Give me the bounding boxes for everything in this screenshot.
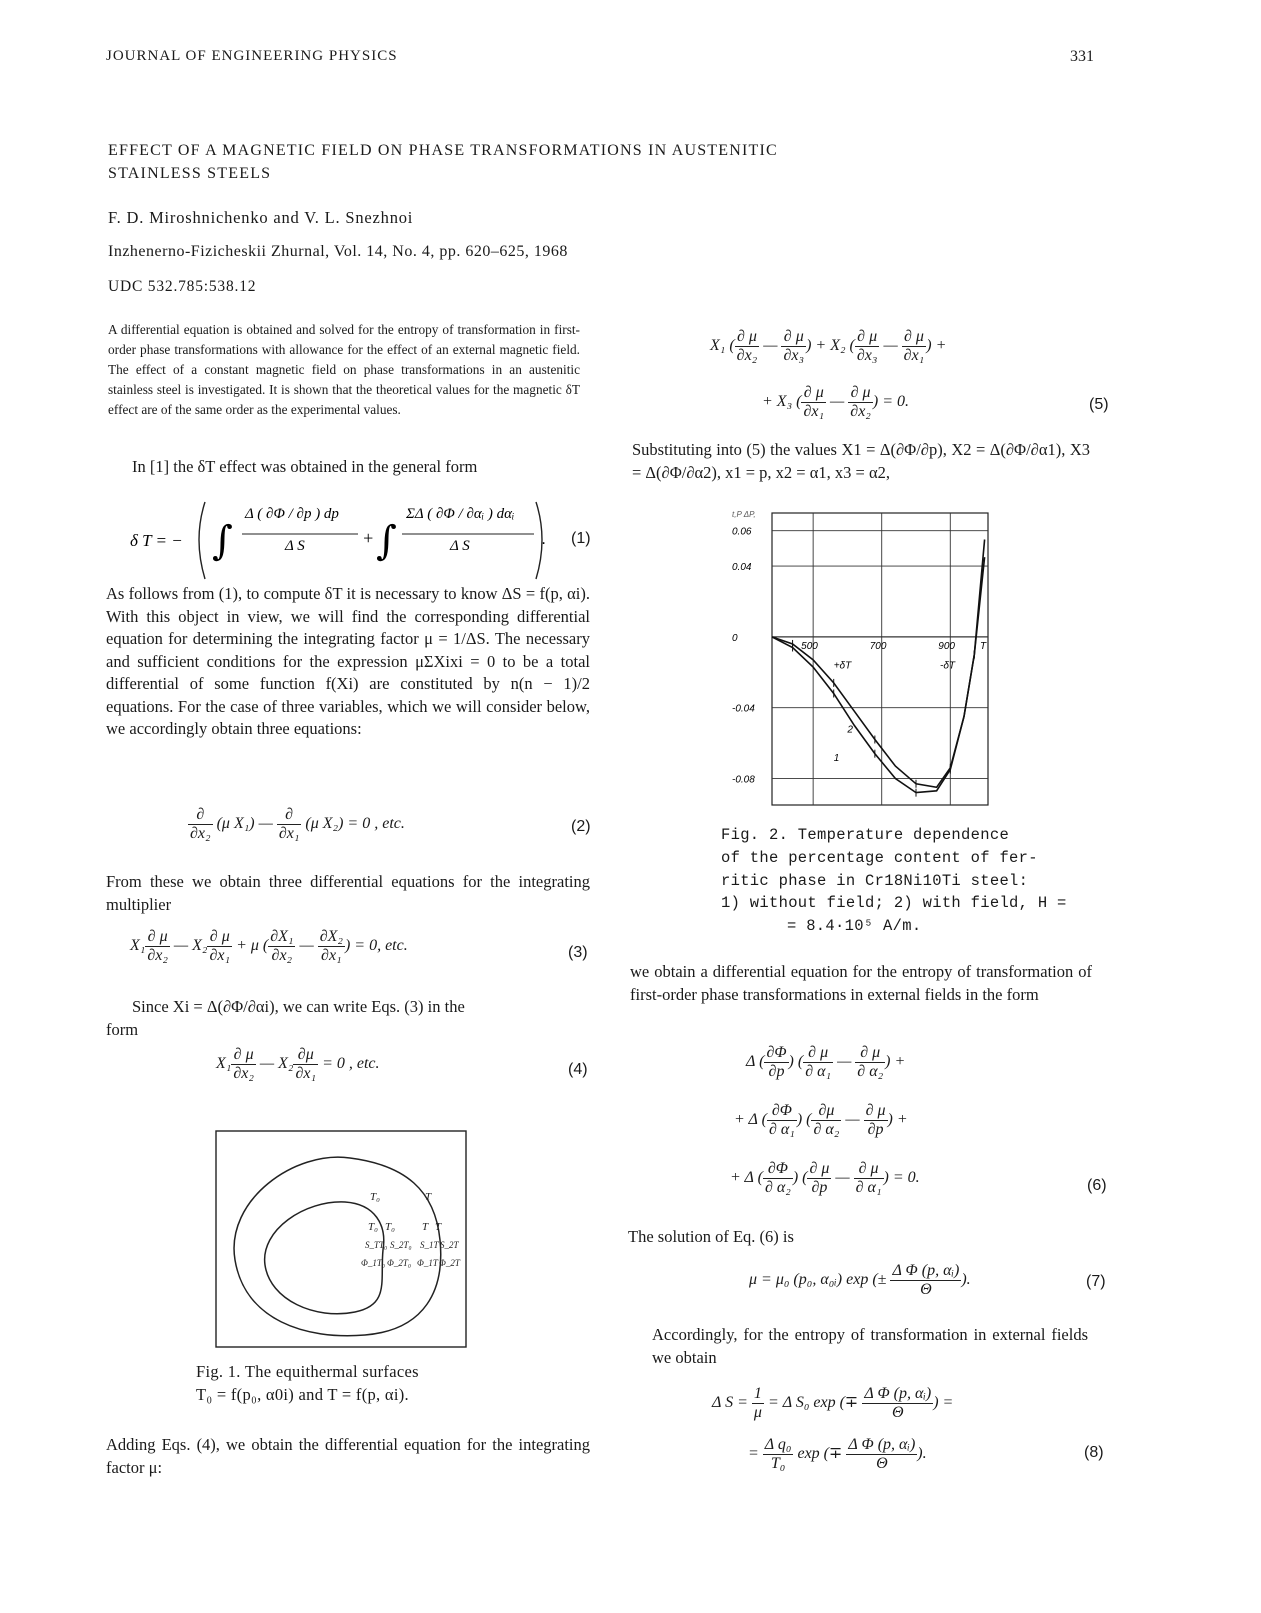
fig1-label-T0-b: T₀	[385, 1221, 395, 1233]
svg-text:Δ S: Δ S	[285, 538, 305, 554]
figure-2-caption-line-2: of the percentage content of fer-	[721, 848, 1038, 867]
figure-2	[730, 505, 992, 815]
equation-3-tail: = 0, etc.	[354, 937, 408, 955]
figure-2-chart	[730, 505, 992, 815]
fig1-label-S1: S_TT₀	[365, 1240, 388, 1250]
x-tick-label: 500	[801, 640, 818, 652]
paragraph-intro: In [1] the δT effect was obtained in the general form	[132, 457, 478, 476]
paragraph-accordingly: Accordingly, for the entropy of transformation in external fields we obtain	[652, 1325, 1088, 1367]
paragraph-substituting: Substituting into (5) the values X1 = Δ(∂Φ/∂p), X2 = Δ(∂Φ/∂α1), X3 = Δ(∂Φ/∂α2), x1 = p, x2 = α1, x3 = α2,	[632, 440, 1090, 482]
title-line-2: STAINLESS STEELS	[108, 165, 272, 182]
x-tick-label: 900	[938, 640, 955, 652]
y-tick-label: 0	[732, 632, 738, 644]
y-tick-label: 0.06	[732, 526, 752, 538]
annotation-minus-dT: -δT	[940, 660, 955, 672]
equation-4: X₁ $\frac{\partial \mu}{\text{∂x₂}}$ — X₂ $\frac{\partial\mu}{\text{∂x₁}}$ = 0 , etc.	[216, 1046, 380, 1082]
figure-2-caption	[721, 824, 1067, 938]
article-title	[108, 139, 908, 185]
fig1-label-S4: S_2T	[440, 1240, 459, 1250]
svg-text:ΣΔ ( ∂Φ / ∂αᵢ ) dαᵢ: ΣΔ ( ∂Φ / ∂αᵢ ) dαᵢ	[406, 506, 515, 522]
figure-2-caption-line-4: 1) without field; 2) with field, H =	[721, 894, 1067, 913]
equation-number-3: (3)	[568, 944, 588, 961]
paragraph-since: Since Xi = Δ(∂Φ/∂αi), we can write Eqs. (3) in the	[132, 997, 465, 1016]
annotation-curve-2: 2	[847, 724, 853, 736]
svg-text:Δ ( ∂Φ / ∂p ) dp: Δ ( ∂Φ / ∂p ) dp	[245, 506, 339, 522]
abstract: A differential equation is obtained and solved for the entropy of transformation in first-order phase transformations with allowance for the effect of an external magnetic field. The effect of a constant magnetic field on phase transformations in an austenitic stainless steel is investigated. It is shown that the theoretical values for the magnetic δT effect are of the same order as the experimental values.	[108, 322, 580, 417]
figure-2-caption-line-1: Fig. 2. Temperature dependence	[721, 826, 1010, 844]
fig1-label-T-top: T	[425, 1191, 432, 1203]
authors: F. D. Miroshnichenko and V. L. Snezhnoi	[108, 208, 414, 227]
y-tick-label: -0.08	[732, 774, 755, 786]
fig1-label-T-a: T	[422, 1221, 429, 1233]
svg-text:∫: ∫	[212, 518, 233, 564]
paragraph-solution: The solution of Eq. (6) is	[628, 1227, 794, 1246]
equation-number-2: (2)	[571, 818, 591, 835]
x-axis-label: T	[980, 640, 987, 652]
udc-code: UDC 532.785:538.12	[108, 278, 257, 295]
equation-4-tail: = 0 , etc.	[322, 1055, 380, 1073]
equation-7: μ = μ₀ (p₀, α₀ᵢ) exp (± $\frac{\text{Δ Φ (p, αᵢ)}}{\Theta}$ ).	[749, 1262, 971, 1298]
equation-number-7: (7)	[1086, 1273, 1106, 1290]
figure-1-caption	[196, 1361, 419, 1406]
paragraph-three-equations: From these we obtain three differential equations for the integrating multiplier	[106, 872, 590, 914]
svg-text:∫: ∫	[376, 518, 397, 564]
equation-1	[130, 494, 550, 584]
running-header: JOURNAL OF ENGINEERING PHYSICS	[106, 48, 398, 64]
equation-5-line-1: X₁ ( $\frac{\partial \mu}{\text{∂x₂}}$ — $\frac{\partial \mu}{\text{∂x₃}}$ ) + X₂ ( $\frac{\partial \mu}{\text{∂x₃}}$ — $\frac{\partial \mu}{\text{∂x₁}}$ ) +	[710, 328, 947, 364]
equation-3: X₁ $\frac{\partial \mu}{\text{∂x₂}}$ — X₂ $\frac{\partial \mu}{\text{∂x₁}}$ + μ ( $\frac{\text{∂X₁}}{\text{∂x₂}}$ — $\frac{\text{∂X₂}}{\text{∂x₁}}$ ) = 0, etc.	[130, 928, 408, 964]
equation-2-tail: , etc.	[374, 815, 405, 833]
y-tick-label: 0.04	[732, 562, 752, 574]
paragraph-we-obtain: we obtain a differential equation for the entropy of transformation of first-order phase transformations in external fields in the form	[630, 962, 1092, 1004]
figure-1-caption-line-1: Fig. 1. The equithermal surfaces	[196, 1362, 419, 1381]
paragraph-form: form	[106, 1020, 139, 1039]
figure-1-caption-line-2: T₀ = f(p₀, α0i) and T = f(p, αi).	[196, 1384, 409, 1404]
fig1-label-S3: S_1T	[420, 1240, 439, 1250]
equation-8-line-2: = $\frac{\text{Δ q₀}}{\text{T₀}}$ exp (∓ $\frac{\text{Δ Φ (p, αᵢ)}}{\Theta}$ ).	[748, 1436, 927, 1472]
citation: Inzhenerno-Fizicheskii Zhurnal, Vol. 14, No. 4, pp. 620–625, 1968	[108, 243, 568, 260]
equation-6-line-2: + Δ ( $\frac{\partial\Phi}{\text{∂ α₁}}$ ) ( $\frac{\partial\mu}{\text{∂ α₂}}$ — $\frac{\partial \mu}{\partial p}$ ) +	[734, 1102, 908, 1138]
title-line-1: EFFECT OF A MAGNETIC FIELD ON PHASE TRANSFORMATIONS IN AUSTENITIC	[108, 142, 778, 159]
fig1-label-P1: Φ_1T₀	[361, 1258, 385, 1268]
equation-number-6: (6)	[1087, 1177, 1107, 1194]
figure-1	[215, 1130, 467, 1348]
equation-2: $\frac{\partial}{\text{∂x₂}}$ (μ X₁) — $\frac{\partial}{\text{∂x₁}}$ (μ X₂) = 0 , etc.	[190, 806, 405, 842]
fig1-label-T-b: T	[435, 1221, 442, 1233]
equation-1-svg	[130, 494, 550, 584]
equation-5-tail: = 0.	[882, 393, 909, 411]
fig1-label-P2: Φ_2T₀	[387, 1258, 411, 1268]
svg-text:.: .	[542, 531, 546, 548]
equation-number-4: (4)	[568, 1061, 588, 1078]
x-tick-label: 700	[869, 640, 887, 652]
equation-number-5: (5)	[1089, 396, 1109, 413]
page-number: 331	[1070, 48, 1094, 65]
equation-number-8: (8)	[1084, 1444, 1104, 1461]
fig1-label-P4: Φ_2T	[439, 1258, 460, 1268]
paragraph-integrating-factor: As follows from (1), to compute δT it is necessary to know ΔS = f(p, αi). With this object in view, we will find the corresponding differential equation for determining the integrating factor μ = 1/ΔS. The necessary and sufficient conditions for the expression μΣXixi = 0 to be a total differential of some function f(Xi) are constituted by n(n − 1)/2 equations. For the case of three variables, which we will consider below, we accordingly obtain three equations:	[106, 584, 590, 738]
svg-text:+: +	[362, 528, 375, 548]
fig1-label-P3: Φ_1T	[417, 1258, 438, 1268]
y-tick-label: -0.04	[732, 703, 755, 715]
annotation-curve-1: 1	[833, 752, 840, 764]
equation-number-1: (1)	[571, 530, 591, 547]
fig1-label-T0-top: T₀	[370, 1191, 380, 1203]
equation-6-line-3: + Δ ( $\frac{\partial\Phi}{\text{∂ α₂}}$ ) ( $\frac{\partial \mu}{\partial p}$ — $\frac{\partial \mu}{\text{∂ α₁}}$ ) = 0.	[730, 1160, 920, 1196]
svg-text:Δ S: Δ S	[450, 538, 470, 554]
figure-2-caption-line-3: ritic phase in Cr18Ni10Ti steel:	[721, 871, 1029, 890]
figure-1-diagram	[215, 1130, 467, 1348]
y-axis-label: t,P ΔP,	[732, 510, 756, 519]
fig1-label-T0-a: T₀	[368, 1221, 378, 1233]
fig1-label-S2: S_2T₀	[390, 1240, 412, 1250]
svg-text:δ T = −: δ T = −	[130, 531, 183, 550]
annotation-plus-dT: +δT	[833, 660, 852, 672]
equation-5-line-2: + X₃ ( $\frac{\partial \mu}{\text{∂x₁}}$ — $\frac{\partial \mu}{\text{∂x₂}}$ ) = 0.	[762, 384, 909, 420]
figure-2-caption-line-5: = 8.4·10⁵ A/m.	[787, 917, 922, 936]
equation-8-line-1: Δ S = $\frac{1}{\mu}$ = Δ S₀ exp (∓ $\frac{\text{Δ Φ (p, αᵢ)}}{\Theta}$ ) =	[712, 1385, 954, 1421]
paragraph-adding: Adding Eqs. (4), we obtain the differential equation for the integrating factor μ:	[106, 1435, 590, 1477]
equation-6-line-1: Δ ( $\frac{\partial\Phi}{\partial p}$ ) ( $\frac{\partial \mu}{\text{∂ α₁}}$ — $\frac{\partial \mu}{\text{∂ α₂}}$ ) +	[746, 1044, 906, 1080]
